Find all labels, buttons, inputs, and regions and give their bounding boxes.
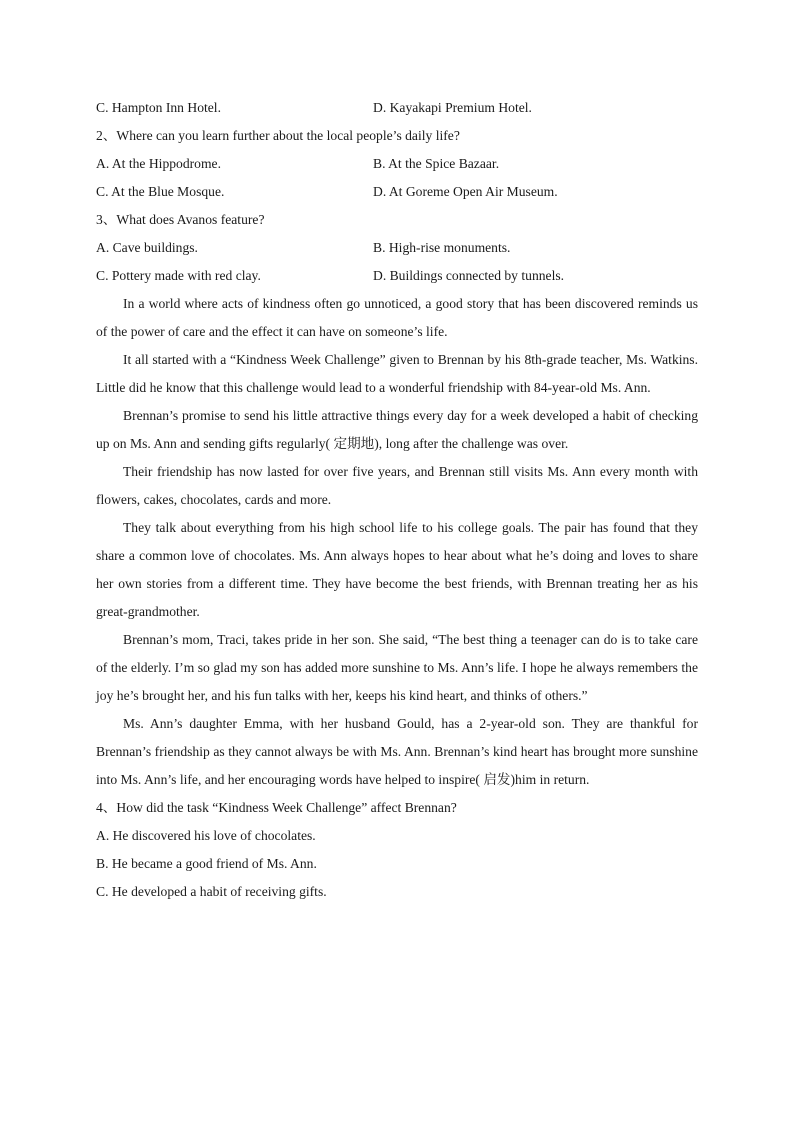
q2-option-d: D. At Goreme Open Air Museum. (373, 184, 558, 199)
q1-option-d: D. Kayakapi Premium Hotel. (373, 100, 532, 115)
q3-option-c: C. Pottery made with red clay. (96, 268, 261, 283)
passage-paragraph-5: They talk about everything from his high school life to his college goals. The pair has found that they share a common love of chocolates. Ms. Ann always hopes to hear about what he’s doing and loves to share her own stories from a different time. They have become the best friends, with Brennan treating her as his great-grandmother. (96, 520, 698, 619)
q4-option-c: C. He developed a habit of receiving gifts. (96, 884, 327, 899)
passage-paragraph-4: Their friendship has now lasted for over five years, and Brennan still visits Ms. Ann every month with flowers, cakes, chocolates, cards and more. (96, 464, 698, 507)
q2-option-b: B. At the Spice Bazaar. (373, 156, 500, 171)
passage-paragraph-1: In a world where acts of kindness often go unnoticed, a good story that has been discovered reminds us of the power of care and the effect it can have on someone’s life. (96, 296, 698, 339)
q4-stem: 4、How did the task “Kindness Week Challenge” affect Brennan? (96, 800, 457, 815)
q2-stem: 2、Where can you learn further about the local people’s daily life? (96, 128, 460, 143)
q2-options-row-ab (96, 150, 698, 178)
worksheet-page (96, 94, 698, 906)
q1-option-c: C. Hampton Inn Hotel. (96, 100, 221, 115)
q2-option-c: C. At the Blue Mosque. (96, 184, 225, 199)
q1-options-row-cd (96, 94, 698, 122)
passage-paragraph-7: Ms. Ann’s daughter Emma, with her husband Gould, has a 2-year-old son. They are thankful for Brennan’s friendship as they cannot always be with Ms. Ann. Brennan’s kind heart has brought more sunshine into Ms. Ann’s life, and her encouraging words have helped to inspire( 启发)him in return. (96, 716, 698, 787)
q3-option-a: A. Cave buildings. (96, 240, 198, 255)
q3-option-b: B. High-rise monuments. (373, 240, 511, 255)
q3-stem: 3、What does Avanos feature? (96, 212, 265, 227)
passage-paragraph-2: It all started with a “Kindness Week Challenge” given to Brennan by his 8th-grade teacher, Ms. Watkins. Little did he know that this challenge would lead to a wonderful friendship with 84-year-old Ms. Ann. (96, 352, 698, 395)
q3-option-d: D. Buildings connected by tunnels. (373, 268, 565, 283)
passage-paragraph-3: Brennan’s promise to send his little attractive things every day for a week developed a habit of checking up on Ms. Ann and sending gifts regularly( 定期地), long after the challenge was over. (96, 408, 698, 451)
q4-option-a: A. He discovered his love of chocolates. (96, 828, 316, 843)
q2-option-a: A. At the Hippodrome. (96, 156, 221, 171)
q2-options-row-cd (96, 178, 698, 206)
q3-options-row-cd (96, 262, 698, 290)
q3-options-row-ab (96, 234, 698, 262)
q4-option-b: B. He became a good friend of Ms. Ann. (96, 856, 317, 871)
passage-paragraph-6: Brennan’s mom, Traci, takes pride in her son. She said, “The best thing a teenager can do is to take care of the elderly. I’m so glad my son has added more sunshine to Ms. Ann’s life. I hope he always remembers the joy he’s brought her, and his fun talks with her, keeps his kind heart, and thinks of others.” (96, 632, 698, 703)
reading-passage (96, 290, 698, 794)
